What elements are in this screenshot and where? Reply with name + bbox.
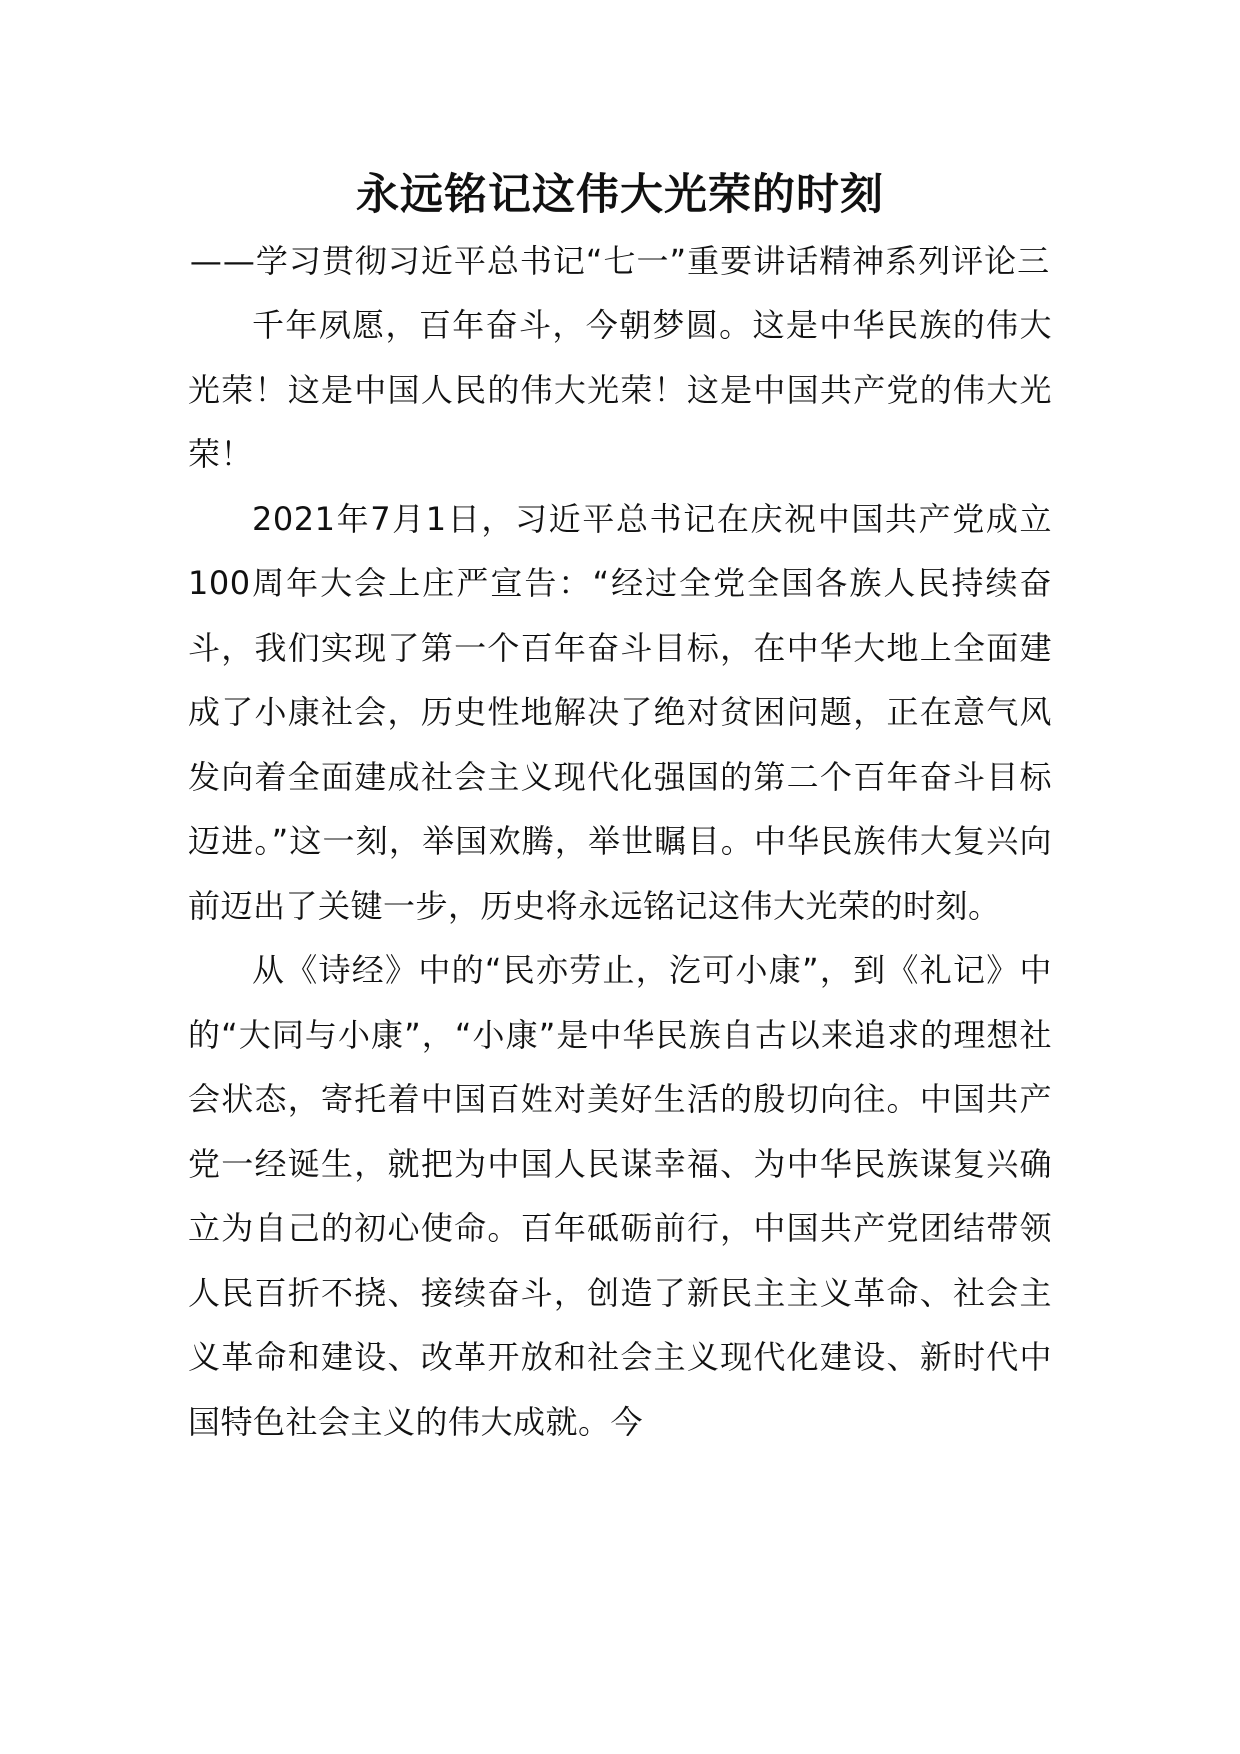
- paragraph-3: 从《诗经》中的“民亦劳止，汔可小康”，到《礼记》中的“大同与小康”，“小康”是中华民族自古以来追求的理想社会状态，寄托着中国百姓对美好生活的殷切向往。中国共产党一经诞生，就把为中国人民谋幸福、为中华民族谋复兴确立为自己的初心使命。百年砥砺前行，中国共产党团结带领人民百折不挠、接续奋斗，创造了新民主主义革命、社会主义革命和建设、改革开放和社会主义现代化建设、新时代中国特色社会主义的伟大成就。今: [188, 951, 1052, 1441]
- document-title: 永远铭记这伟大光荣的时刻: [356, 170, 884, 220]
- paragraph-1: 千年夙愿，百年奋斗，今朝梦圆。这是中华民族的伟大光荣！这是中国人民的伟大光荣！这是中国共产党的伟大光荣！: [188, 306, 1052, 473]
- document-subtitle: ——学习贯彻习近平总书记“七一”重要讲话精神系列评论三: [189, 242, 1051, 280]
- document-page: [188, 160, 1052, 1454]
- paragraph-2: 2021年7月1日，习近平总书记在庆祝中国共产党成立100周年大会上庄严宣告：“经过全党全国各族人民持续奋斗，我们实现了第一个百年奋斗目标，在中华大地上全面建成了小康社会，历史性地解决了绝对贫困问题，正在意气风发向着全面建成社会主义现代化强国的第二个百年奋斗目标迈进。”这一刻，举国欢腾，举世瞩目。中华民族伟大复兴向前迈出了关键一步，历史将永远铭记这伟大光荣的时刻。: [188, 499, 1052, 925]
